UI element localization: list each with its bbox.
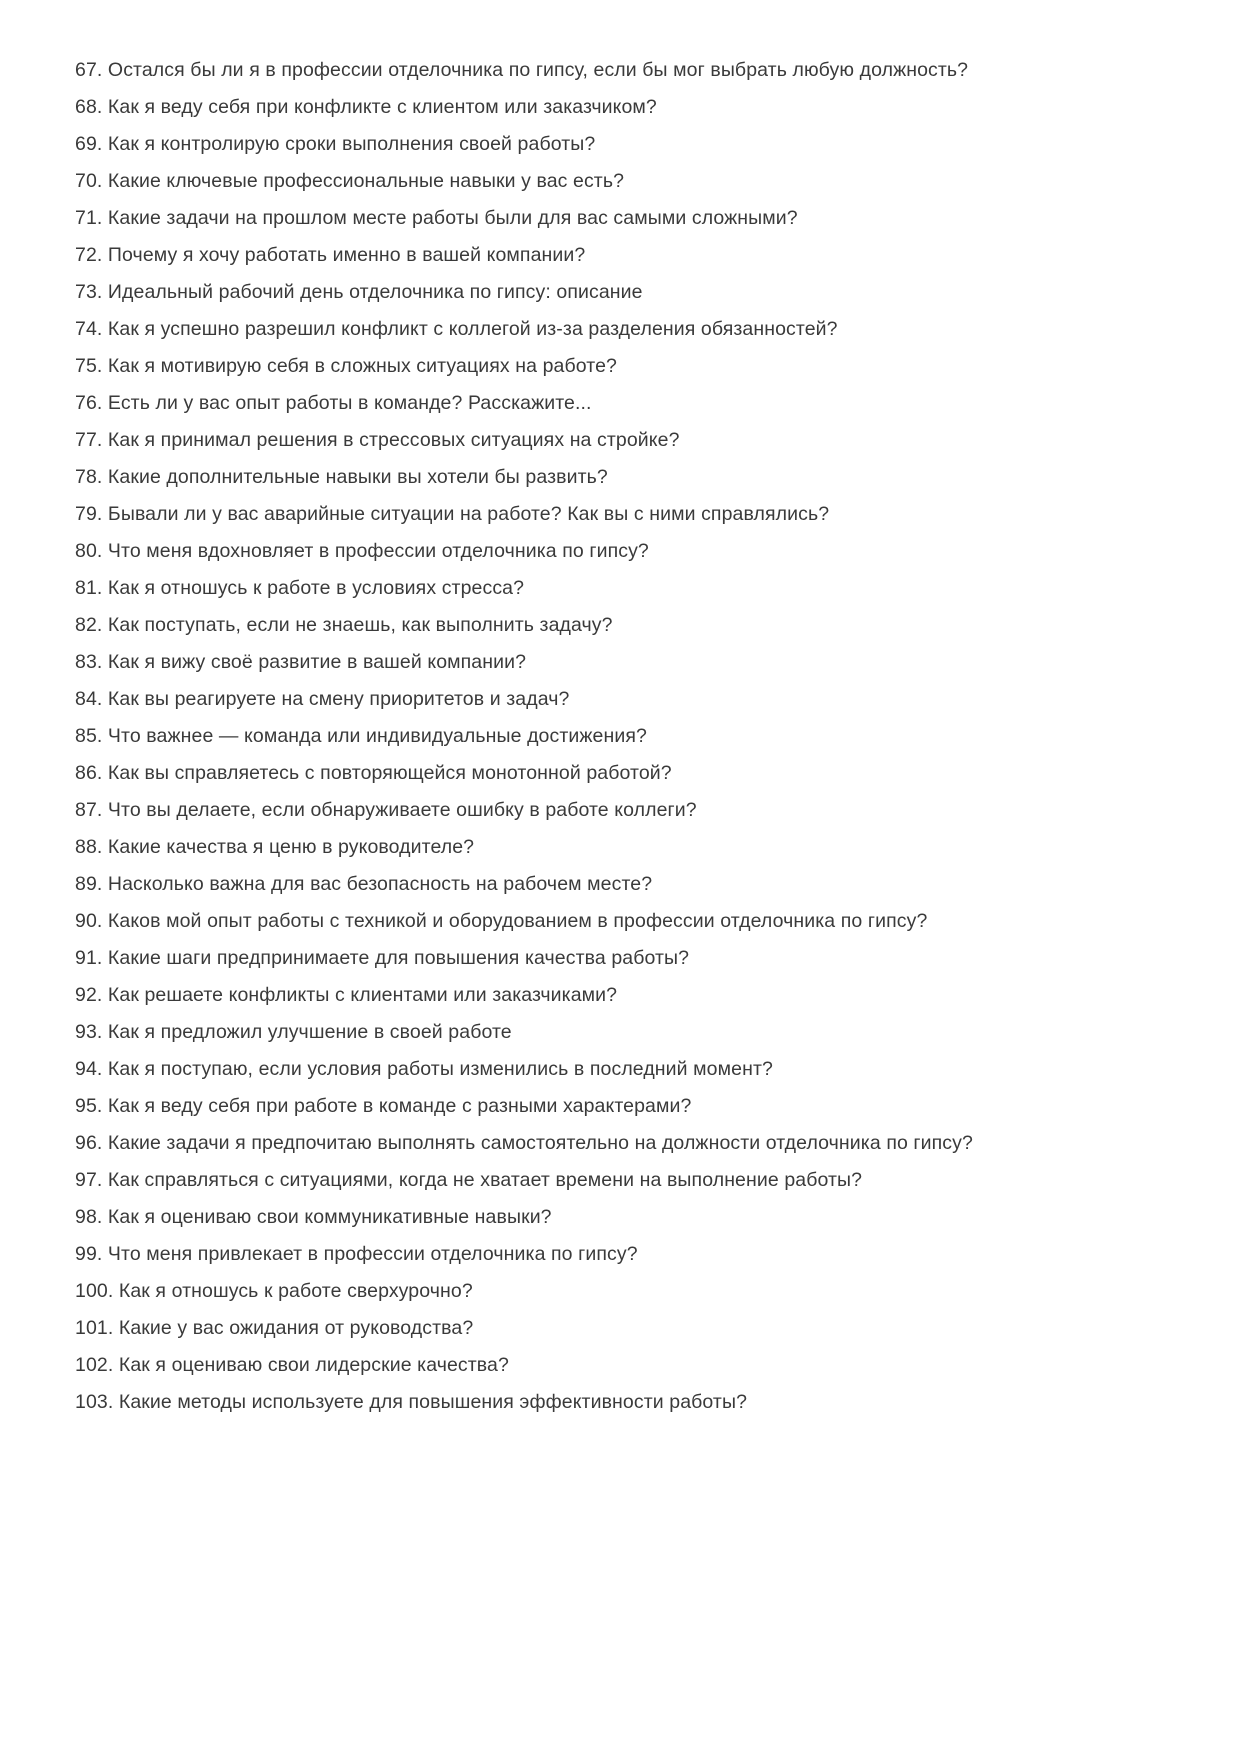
question-item: 69. Как я контролирую сроки выполнения своей работы? bbox=[75, 133, 596, 155]
question-item: 87. Что вы делаете, если обнаруживаете ошибку в работе коллеги? bbox=[75, 799, 697, 821]
question-item: 80. Что меня вдохновляет в профессии отделочника по гипсу? bbox=[75, 540, 649, 562]
question-item: 74. Как я успешно разрешил конфликт с коллегой из-за разделения обязанностей? bbox=[75, 318, 838, 340]
question-item: 71. Какие задачи на прошлом месте работы были для вас самыми сложными? bbox=[75, 207, 798, 229]
question-item: 88. Какие качества я ценю в руководителе? bbox=[75, 836, 475, 858]
question-item: 83. Как я вижу своё развитие в вашей компании? bbox=[75, 651, 527, 673]
question-item: 77. Как я принимал решения в стрессовых ситуациях на стройке? bbox=[75, 429, 680, 451]
question-item: 78. Какие дополнительные навыки вы хотели бы развить? bbox=[75, 466, 608, 488]
question-list bbox=[75, 52, 1169, 1421]
question-item: 67. Остался бы ли я в профессии отделочника по гипсу, если бы мог выбрать любую должность? bbox=[75, 59, 969, 81]
question-item: 68. Как я веду себя при конфликте с клиентом или заказчиком? bbox=[75, 96, 657, 118]
question-item: 94. Как я поступаю, если условия работы изменились в последний момент? bbox=[75, 1058, 773, 1080]
question-item: 86. Как вы справляетесь с повторяющейся монотонной работой? bbox=[75, 762, 672, 784]
question-item: 79. Бывали ли у вас аварийные ситуации на работе? Как вы с ними справлялись? bbox=[75, 503, 830, 525]
question-item: 70. Какие ключевые профессиональные навыки у вас есть? bbox=[75, 170, 625, 192]
question-item: 97. Как справляться с ситуациями, когда не хватает времени на выполнение работы? bbox=[75, 1169, 863, 1191]
question-item: 72. Почему я хочу работать именно в вашей компании? bbox=[75, 244, 586, 266]
question-item: 92. Как решаете конфликты с клиентами или заказчиками? bbox=[75, 984, 618, 1006]
question-item: 75. Как я мотивирую себя в сложных ситуациях на работе? bbox=[75, 355, 617, 377]
question-item: 102. Как я оцениваю свои лидерские качества? bbox=[75, 1354, 509, 1376]
question-item: 85. Что важнее — команда или индивидуальные достижения? bbox=[75, 725, 647, 747]
question-item: 90. Каков мой опыт работы с техникой и оборудованием в профессии отделочника по гипсу? bbox=[75, 910, 928, 932]
question-item: 81. Как я отношусь к работе в условиях стресса? bbox=[75, 577, 525, 599]
question-item: 93. Как я предложил улучшение в своей работе bbox=[75, 1021, 512, 1043]
question-item: 96. Какие задачи я предпочитаю выполнять самостоятельно на должности отделочника по гипсу? bbox=[75, 1132, 973, 1154]
question-item: 103. Какие методы используете для повышения эффективности работы? bbox=[75, 1391, 748, 1413]
question-item: 76. Есть ли у вас опыт работы в команде? Расскажите... bbox=[75, 392, 592, 414]
question-item: 84. Как вы реагируете на смену приоритетов и задач? bbox=[75, 688, 570, 710]
question-item: 99. Что меня привлекает в профессии отделочника по гипсу? bbox=[75, 1243, 638, 1265]
question-item: 98. Как я оцениваю свои коммуникативные навыки? bbox=[75, 1206, 552, 1228]
question-item: 101. Какие у вас ожидания от руководства? bbox=[75, 1317, 474, 1339]
question-item: 82. Как поступать, если не знаешь, как выполнить задачу? bbox=[75, 614, 613, 636]
question-item: 73. Идеальный рабочий день отделочника по гипсу: описание bbox=[75, 281, 643, 303]
question-item: 91. Какие шаги предпринимаете для повышения качества работы? bbox=[75, 947, 690, 969]
question-item: 95. Как я веду себя при работе в команде с разными характерами? bbox=[75, 1095, 692, 1117]
question-item: 100. Как я отношусь к работе сверхурочно? bbox=[75, 1280, 473, 1302]
question-item: 89. Насколько важна для вас безопасность на рабочем месте? bbox=[75, 873, 653, 895]
